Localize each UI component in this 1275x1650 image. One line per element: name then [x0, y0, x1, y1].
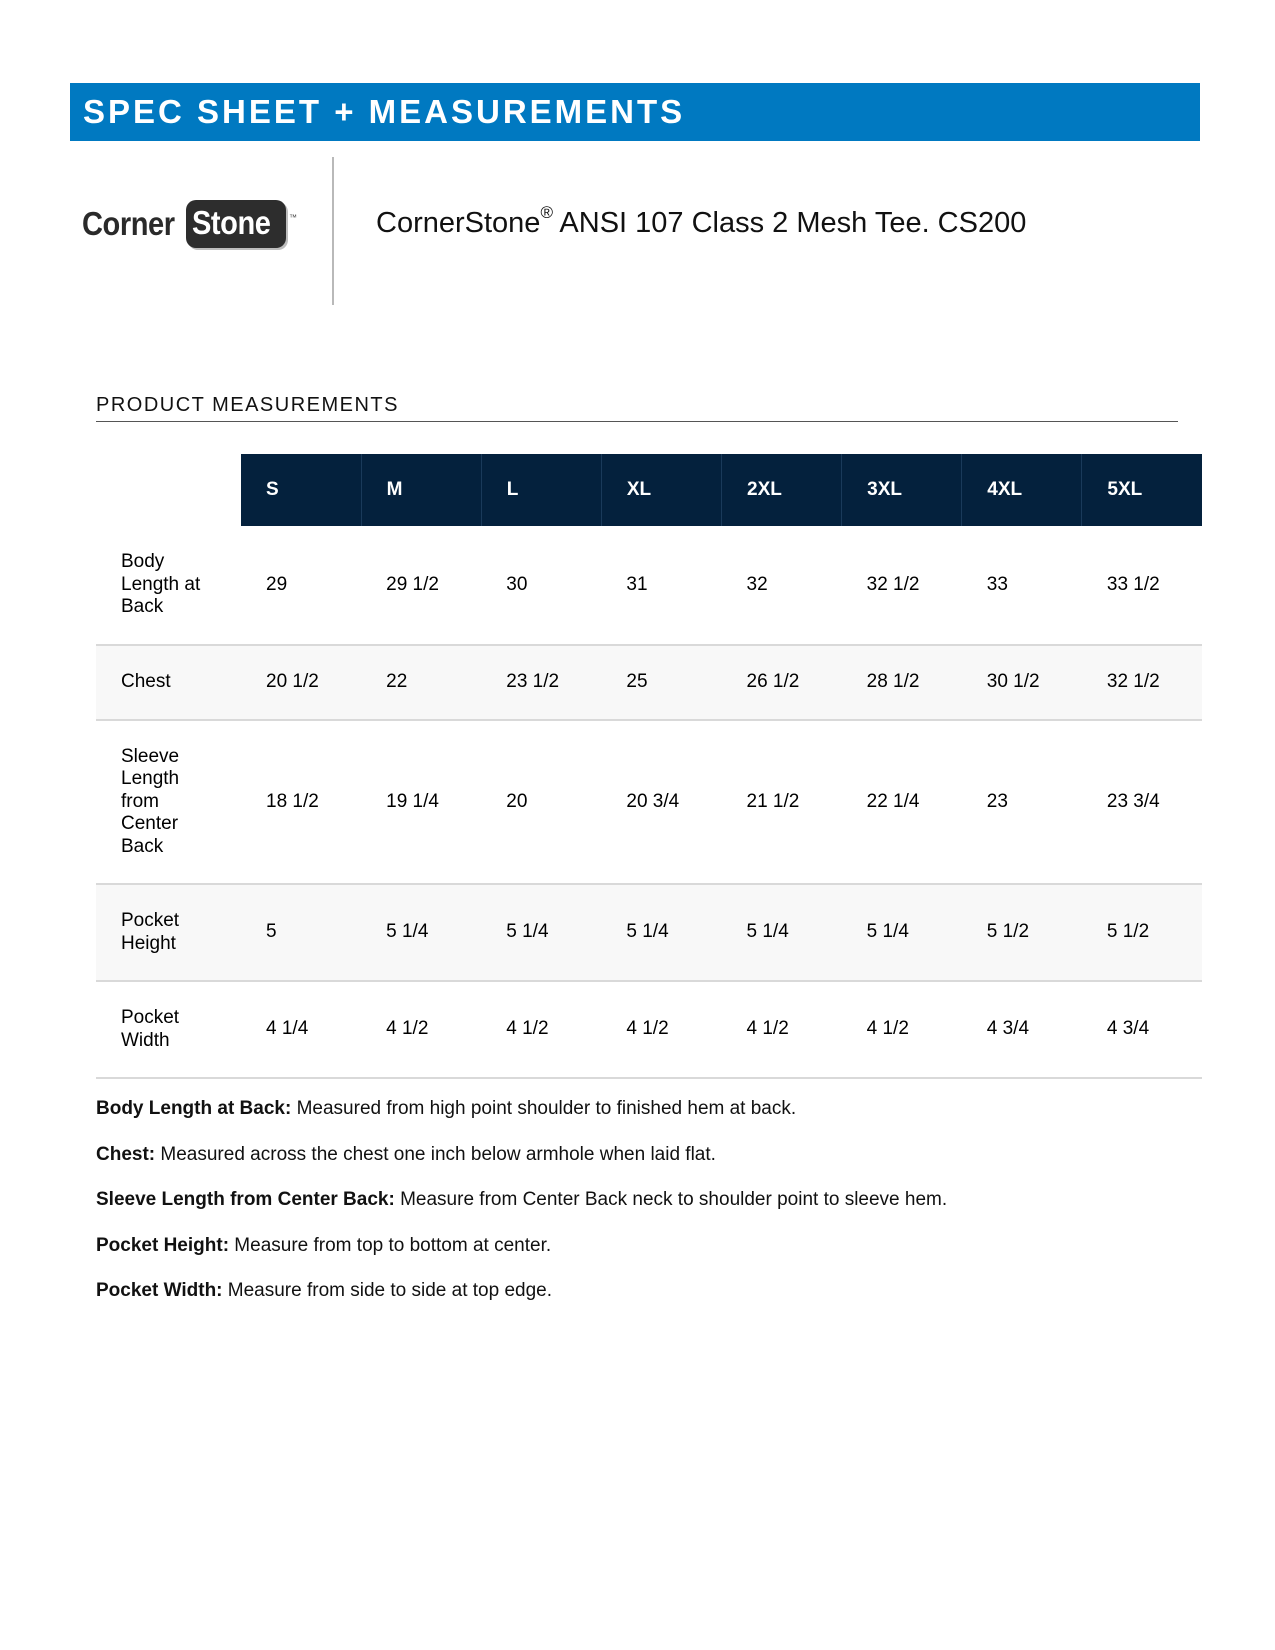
- table-row: [96, 526, 1202, 645]
- product-name: ANSI 107 Class 2 Mesh Tee. CS200: [552, 207, 1027, 239]
- size-header: 2XL: [722, 454, 842, 526]
- row-label: Body Length at Back: [96, 526, 241, 645]
- measurement-notes: [96, 1097, 947, 1325]
- logo-text-right: Stone: [192, 204, 271, 241]
- table-cell: 23 1/2: [481, 645, 601, 720]
- table-cell: 4 1/4: [241, 981, 361, 1078]
- table-cell: 5 1/4: [601, 884, 721, 981]
- table-cell: 4 1/2: [481, 981, 601, 1078]
- note-sleeve-length: Sleeve Length from Center Back: Measure from Center Back neck to shoulder point to sleeve hem.: [96, 1189, 948, 1210]
- table-row: [96, 981, 1202, 1078]
- table-row: [96, 645, 1202, 720]
- table-cell: 5 1/4: [481, 884, 601, 981]
- table-cell: 4 3/4: [1082, 981, 1202, 1078]
- note-body-length: Body Length at Back: Measured from high point shoulder to finished hem at back.: [96, 1098, 797, 1119]
- header-blank-cell: [96, 454, 241, 526]
- table-cell: 5 1/4: [361, 884, 481, 981]
- table-cell: 5 1/2: [1082, 884, 1202, 981]
- row-label: Sleeve Length from Center Back: [96, 720, 241, 884]
- table-cell: 25: [601, 645, 721, 720]
- size-header: L: [481, 454, 601, 526]
- logo-trademark: ™: [289, 212, 297, 222]
- table-cell: 4 1/2: [361, 981, 481, 1078]
- table-cell: 5: [241, 884, 361, 981]
- row-label: Pocket Width: [96, 981, 241, 1078]
- table-cell: 33: [962, 526, 1082, 645]
- product-title: [376, 203, 1027, 240]
- table-cell: 21 1/2: [722, 720, 842, 884]
- table-cell: 18 1/2: [241, 720, 361, 884]
- note-pocket-height: Pocket Height: Measure from top to bottom at center.: [96, 1234, 552, 1256]
- product-brand: CornerStone: [376, 207, 541, 239]
- size-header: XL: [601, 454, 721, 526]
- table-cell: 22: [361, 645, 481, 720]
- note-pocket-width: Pocket Width: Measure from side to side at top edge.: [96, 1280, 553, 1301]
- table-cell: 19 1/4: [361, 720, 481, 884]
- size-header: 4XL: [962, 454, 1082, 526]
- table-cell: 28 1/2: [842, 645, 962, 720]
- logo-badge: [186, 200, 286, 248]
- table-cell: 32: [722, 526, 842, 645]
- table-cell: 31: [601, 526, 721, 645]
- table-cell: 5 1/2: [962, 884, 1082, 981]
- table-cell: 23 3/4: [1082, 720, 1202, 884]
- table-cell: 30: [481, 526, 601, 645]
- cornerstone-logo: [82, 198, 297, 250]
- size-header: 5XL: [1082, 454, 1202, 526]
- section-title: PRODUCT MEASUREMENTS: [96, 394, 399, 416]
- note-chest: Chest: Measured across the chest one inch below armhole when laid flat.: [96, 1143, 716, 1165]
- table-cell: 29 1/2: [361, 526, 481, 645]
- table-cell: 4 1/2: [601, 981, 721, 1078]
- table-row: [96, 720, 1202, 884]
- table-header-row: [96, 454, 1202, 526]
- size-header: M: [361, 454, 481, 526]
- table-cell: 5 1/4: [722, 884, 842, 981]
- table-cell: 32 1/2: [1082, 645, 1202, 720]
- table-cell: 4 3/4: [962, 981, 1082, 1078]
- size-header: S: [241, 454, 361, 526]
- table-cell: 20: [481, 720, 601, 884]
- row-label: Pocket Height: [96, 884, 241, 981]
- section-rule: [96, 421, 1178, 422]
- table-cell: 22 1/4: [842, 720, 962, 884]
- table-cell: 20 3/4: [601, 720, 721, 884]
- header-banner: SPEC SHEET + MEASUREMENTS: [70, 83, 1200, 141]
- table-cell: 23: [962, 720, 1082, 884]
- table-cell: 4 1/2: [722, 981, 842, 1078]
- table-cell: 29: [241, 526, 361, 645]
- table-cell: 4 1/2: [842, 981, 962, 1078]
- table-cell: 5 1/4: [842, 884, 962, 981]
- size-header: 3XL: [842, 454, 962, 526]
- logo-text-left: Corner: [82, 205, 175, 242]
- table-cell: 30 1/2: [962, 645, 1082, 720]
- measurements-table: [96, 454, 1202, 1079]
- table-cell: 33 1/2: [1082, 526, 1202, 645]
- row-label: Chest: [96, 645, 241, 720]
- header-divider: [332, 157, 334, 305]
- table-cell: 20 1/2: [241, 645, 361, 720]
- table-cell: 26 1/2: [722, 645, 842, 720]
- registered-mark: ®: [540, 203, 553, 222]
- table-cell: 32 1/2: [842, 526, 962, 645]
- table-row: [96, 884, 1202, 981]
